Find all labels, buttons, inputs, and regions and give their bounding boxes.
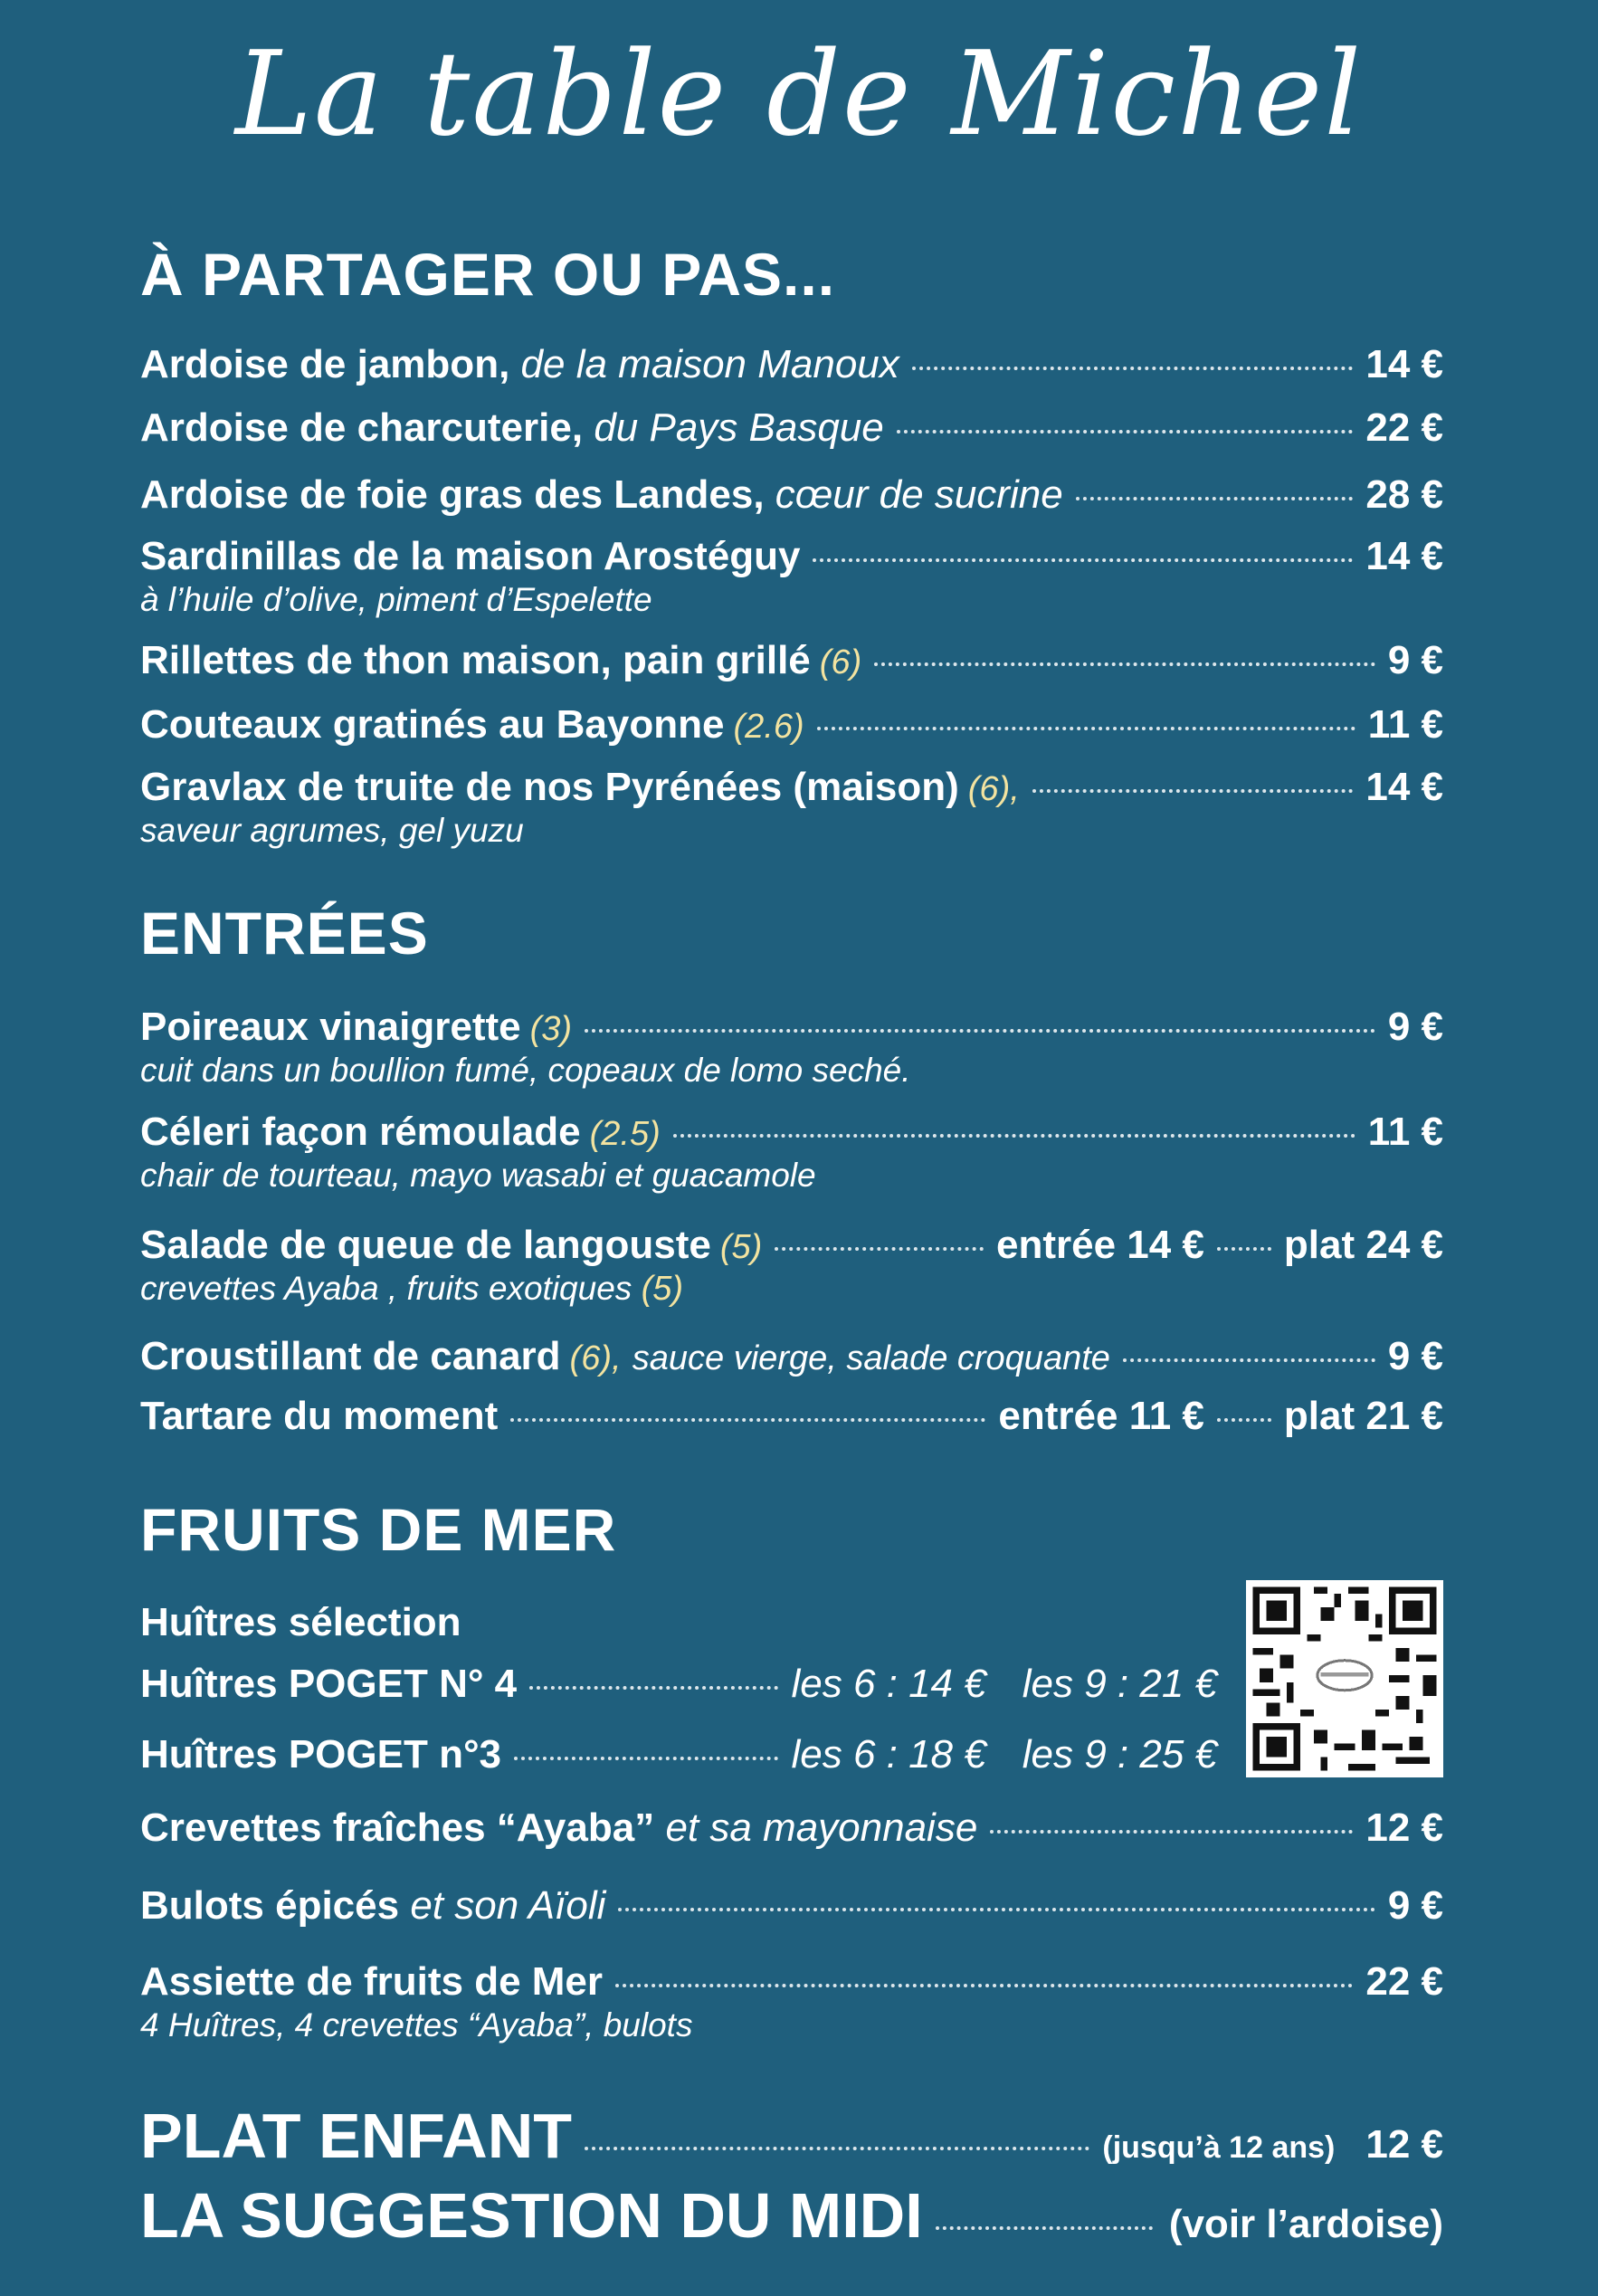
item-name: Tartare du moment	[140, 1394, 499, 1438]
item-subtitle: à l’huile d’olive, piment d’Espelette	[140, 581, 652, 618]
item-price: 22 €	[1365, 1959, 1443, 2004]
item-name: Poireaux vinaigrette	[140, 1005, 521, 1049]
item-allergens: (2.5)	[589, 1115, 661, 1153]
item-name: Croustillant de canard	[140, 1334, 561, 1378]
suggestion-midi-note: (voir l’ardoise)	[1168, 2202, 1443, 2246]
price-entree: entrée 11 €	[998, 1394, 1204, 1438]
menu-item	[140, 765, 1443, 850]
leader-dots	[1217, 1247, 1271, 1251]
item-name: Salade de queue de langouste	[140, 1223, 711, 1267]
item-desc: cœur de sucrine	[775, 472, 1063, 517]
item-subtitle: chair de tourteau, mayo wasabi et guacamole	[140, 1157, 816, 1194]
leader-dots	[817, 727, 1355, 730]
item-desc: de la maison Manoux	[520, 342, 899, 386]
footer-enfant	[140, 2100, 1443, 2172]
item-price: 9 €	[1387, 1883, 1443, 1928]
price-plat: plat 24 €	[1283, 1223, 1443, 1267]
item-name: Huîtres POGET N° 4	[140, 1662, 518, 1706]
item-name: Crevettes fraîches “Ayaba”	[140, 1805, 655, 1850]
oyster-selection-label: Huîtres sélection	[140, 1600, 461, 1644]
leader-dots	[529, 1686, 778, 1690]
qr-code	[1246, 1580, 1443, 1777]
plat-enfant-price: 12 €	[1365, 2122, 1443, 2167]
menu-item	[140, 405, 1443, 451]
item-desc: du Pays Basque	[594, 405, 884, 450]
leader-dots	[673, 1134, 1355, 1138]
leader-dots	[912, 367, 1354, 370]
item-subtitle: saveur agrumes, gel yuzu	[140, 812, 524, 849]
section-heading: ENTRÉES	[140, 900, 429, 967]
leader-dots	[615, 1984, 1353, 1987]
item-name: Rillettes de thon maison, pain grillé	[140, 638, 811, 682]
leader-dots	[585, 1029, 1375, 1033]
leader-dots	[775, 1247, 984, 1251]
item-name: Céleri façon rémoulade	[140, 1110, 581, 1154]
item-price: 9 €	[1387, 1005, 1443, 1049]
section-fruits-de-mer	[140, 1495, 1443, 1564]
item-name: Gravlax de truite de nos Pyrénées (maison)	[140, 765, 959, 809]
section-heading: À PARTAGER OU PAS...	[140, 241, 836, 308]
item-name: Assiette de fruits de Mer	[140, 1959, 604, 2004]
price-nine: les 9 : 25 €	[1022, 1732, 1217, 1777]
menu-item	[140, 1334, 1443, 1379]
restaurant-title: La table de Michel	[234, 27, 1364, 162]
item-desc: et sa mayonnaise	[665, 1805, 978, 1850]
plat-enfant-label: PLAT ENFANT	[140, 2101, 573, 2171]
leader-dots	[1076, 497, 1354, 500]
menu-item	[140, 1959, 1443, 2044]
leader-dots	[813, 558, 1353, 562]
leader-dots	[936, 2226, 1153, 2230]
plat-enfant-note: (jusqu’à 12 ans)	[1102, 2130, 1336, 2165]
section-heading: FRUITS DE MER	[140, 1496, 617, 1563]
item-price: 14 €	[1365, 765, 1443, 809]
menu-item	[140, 702, 1443, 748]
item-price: 28 €	[1365, 472, 1443, 517]
price-six: les 6 : 18 €	[791, 1732, 986, 1777]
item-price: 12 €	[1365, 1805, 1443, 1850]
oyster-item	[140, 1662, 1217, 1707]
price-nine: les 9 : 21 €	[1022, 1662, 1217, 1706]
item-price: 11 €	[1367, 1110, 1443, 1154]
price-plat: plat 21 €	[1283, 1394, 1443, 1438]
leader-dots	[897, 430, 1354, 433]
item-name: Huîtres POGET n°3	[140, 1732, 502, 1777]
leader-dots	[618, 1908, 1374, 1911]
menu-item	[140, 472, 1443, 518]
menu-item	[140, 1223, 1443, 1309]
item-price: 14 €	[1365, 342, 1443, 386]
menu-item	[140, 1005, 1443, 1090]
price-entree: entrée 14 €	[995, 1223, 1204, 1267]
item-name: Ardoise de jambon,	[140, 342, 510, 386]
item-allergens: (2.6)	[733, 708, 804, 746]
menu-item	[140, 342, 1443, 387]
menu-item	[140, 1394, 1443, 1439]
oyster-item	[140, 1732, 1217, 1777]
menu-item	[140, 1110, 1443, 1195]
leader-dots	[514, 1757, 778, 1760]
item-price: 9 €	[1387, 638, 1443, 682]
leader-dots	[1032, 789, 1354, 793]
item-allergens: (5)	[719, 1228, 763, 1266]
item-allergens: (5)	[641, 1270, 684, 1308]
item-name: Bulots épicés	[140, 1883, 400, 1928]
item-price: 9 €	[1387, 1334, 1443, 1378]
menu-item	[140, 638, 1443, 683]
leader-dots	[585, 2147, 1089, 2150]
item-desc: et son Aïoli	[410, 1883, 606, 1928]
item-price: 11 €	[1367, 702, 1443, 747]
qr-code-icon	[1246, 1580, 1443, 1777]
item-allergens: (3)	[529, 1010, 573, 1048]
item-price: 22 €	[1365, 405, 1443, 450]
item-desc: sauce vierge, salade croquante	[632, 1339, 1110, 1377]
item-name: Ardoise de foie gras des Landes,	[140, 472, 765, 517]
item-price: 14 €	[1365, 534, 1443, 578]
item-allergens: (6),	[967, 770, 1020, 808]
item-allergens: (6)	[819, 643, 862, 681]
price-six: les 6 : 14 €	[791, 1662, 986, 1706]
leader-dots	[1217, 1418, 1271, 1422]
item-name: Couteaux gratinés au Bayonne	[140, 702, 725, 747]
suggestion-midi-label: LA SUGGESTION DU MIDI	[140, 2180, 923, 2251]
leader-dots	[990, 1830, 1353, 1834]
item-subtitle: cuit dans un boullion fumé, copeaux de lomo seché.	[140, 1052, 911, 1089]
item-name: Sardinillas de la maison Arostéguy	[140, 534, 801, 578]
section-entrees	[140, 899, 1443, 967]
leader-dots	[1123, 1358, 1375, 1362]
leader-dots	[874, 662, 1375, 666]
oyster-selection	[140, 1600, 1217, 1645]
item-name: Ardoise de charcuterie,	[140, 405, 584, 450]
item-subtitle: crevettes Ayaba , fruits exotiques	[140, 1270, 633, 1307]
menu-item	[140, 1805, 1443, 1851]
footer-midi	[140, 2179, 1443, 2252]
menu-item	[140, 1883, 1443, 1929]
item-allergens: (6),	[569, 1339, 622, 1377]
section-partager	[140, 240, 1443, 309]
menu-item	[140, 534, 1443, 619]
leader-dots	[510, 1418, 985, 1422]
item-subtitle: 4 Huîtres, 4 crevettes “Ayaba”, bulots	[140, 2006, 693, 2044]
